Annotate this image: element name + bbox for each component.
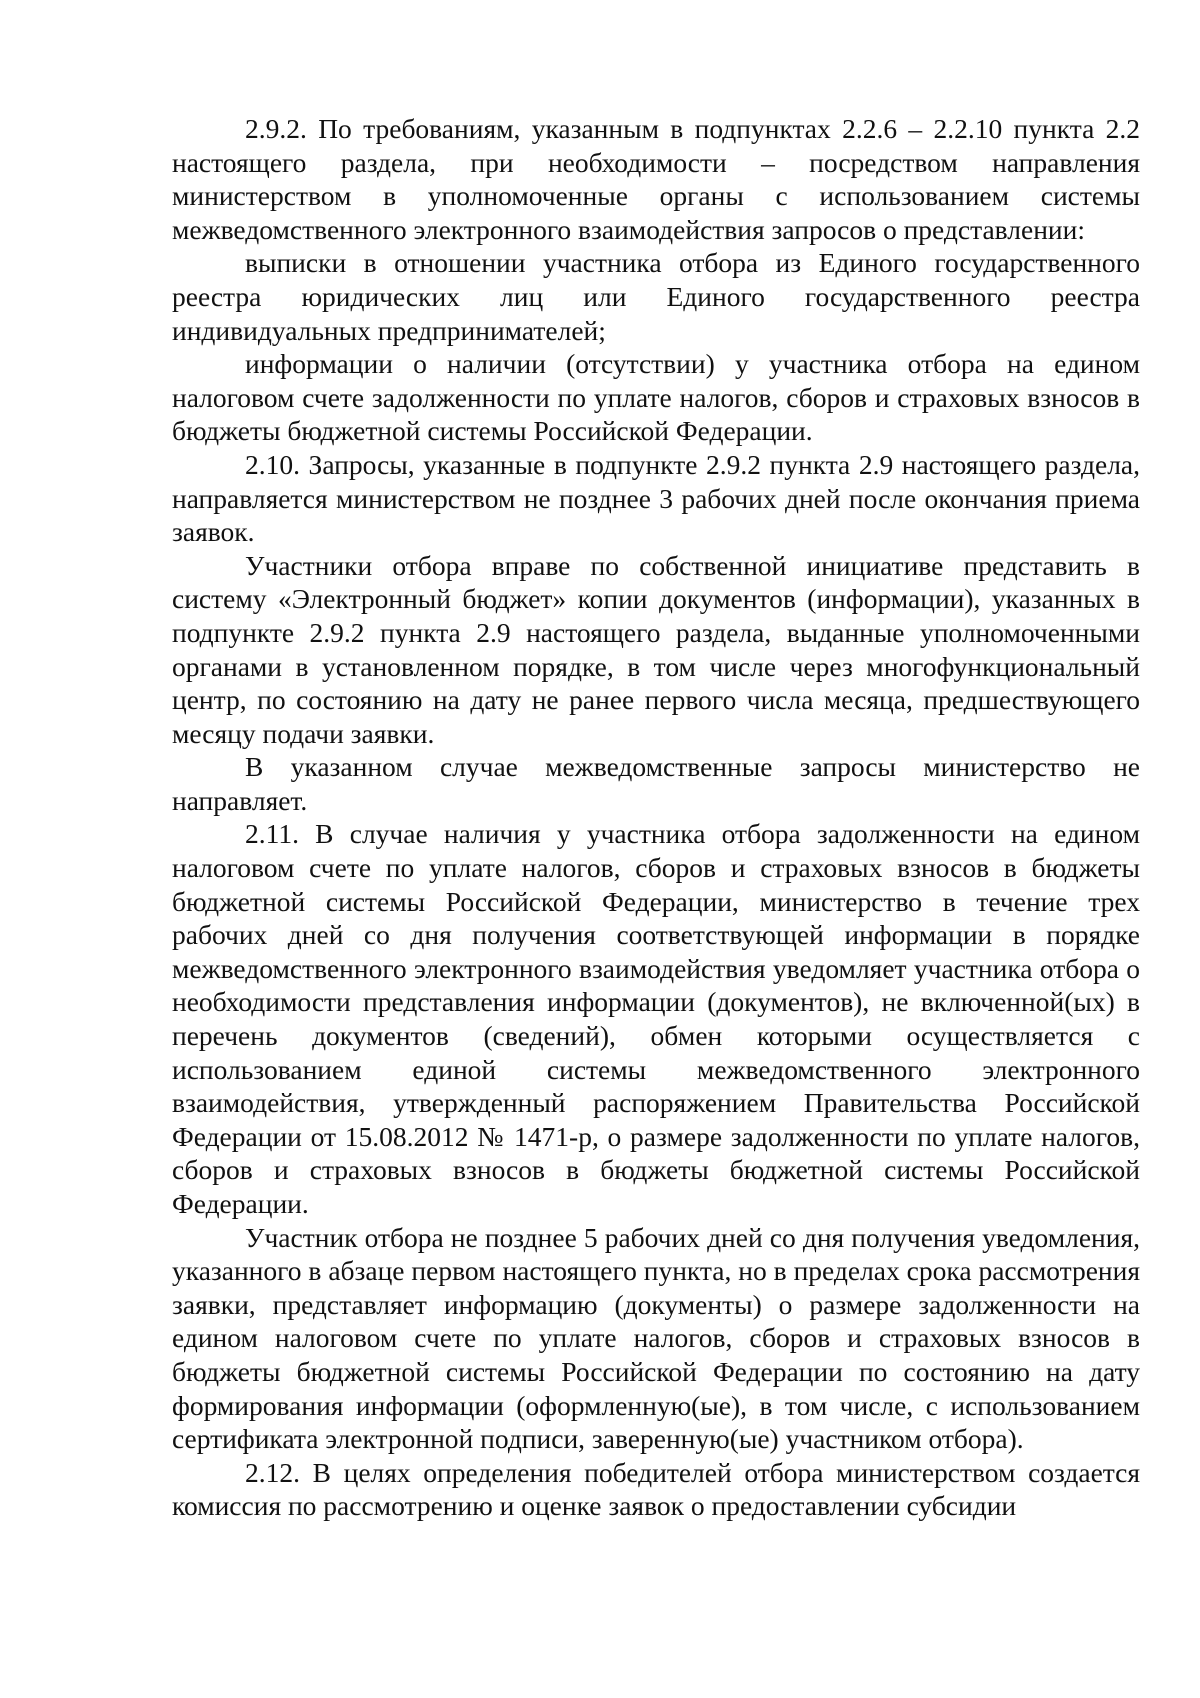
paragraph-2-9-2: 2.9.2. По требованиям, указанным в подпунктах 2.2.6 – 2.2.10 пункта 2.2 настоящего раздела, при необходимости – посредством направления министерством в уполномоченные органы с использованием системы межведомственного электронного взаимодействия запросов о представлении:: [172, 113, 1140, 245]
paragraph-2-12: 2.12. В целях определения победителей отбора министерством создается комиссия по рассмотрению и оценке заявок о предоставлении субсидии: [172, 1456, 1140, 1522]
paragraph-2-10: 2.10. Запросы, указанные в подпункте 2.9.2 пункта 2.9 настоящего раздела, направляется министерством не позднее 3 рабочих дней после окончания приема заявок.: [172, 448, 1140, 548]
paragraph-no-requests: В указанном случае межведомственные запросы министерство не направляет.: [172, 751, 1140, 816]
paragraph-egrul-extract: выписки в отношении участника отбора из Единого государственного реестра юридических лиц или Единого государственного реестра индивидуальных предпринимателей;: [172, 247, 1140, 346]
paragraph-participant-deadline: Участник отбора не позднее 5 рабочих дней со дня получения уведомления, указанного в абзаце первом настоящего пункта, но в пределах срока рассмотрения заявки, представляет информацию (документы) о размере задолженности на едином налоговом счете по уплате налогов, сборов и страховых взносов в бюджеты бюджетной системы Российской Федерации по состоянию на дату формирования информации (оформленную(ые), в том числе, с использованием сертификата электронной подписи, заверенную(ые) участником отбора).: [172, 1221, 1140, 1455]
document-page: [172, 112, 1140, 1523]
paragraph-participants-right: Участники отбора вправе по собственной инициативе представить в систему «Электронный бюджет» копии документов (информации), указанных в подпункте 2.9.2 пункта 2.9 настоящего раздела, выданные уполномоченными органами в установленном порядке, в том числе через многофункциональный центр, по состоянию на дату не ранее первого числа месяца, предшествующего месяцу подачи заявки.: [172, 549, 1140, 749]
paragraph-2-11: 2.11. В случае наличия у участника отбора задолженности на едином налоговом счете по уплате налогов, сборов и страховых взносов в бюджеты бюджетной системы Российской Федерации, министерство в течение трех рабочих дней со дня получения соответствующей информации в порядке межведомственного электронного взаимодействия уведомляет участника отбора о необходимости представления информации (документов), не включенной(ых) в перечень документов (сведений), обмен которыми осуществляется с использованием единой системы межведомственного электронного взаимодействия, утвержденный распоряжением Правительства Российской Федерации от 15.08.2012 № 1471-р, о размере задолженности по уплате налогов, сборов и страховых взносов в бюджеты бюджетной системы Российской Федерации.: [172, 818, 1140, 1219]
paragraph-tax-debt-info: информации о наличии (отсутствии) у участника отбора на едином налоговом счете задолженности по уплате налогов, сборов и страховых взносов в бюджеты бюджетной системы Российской Федерации.: [172, 348, 1140, 447]
